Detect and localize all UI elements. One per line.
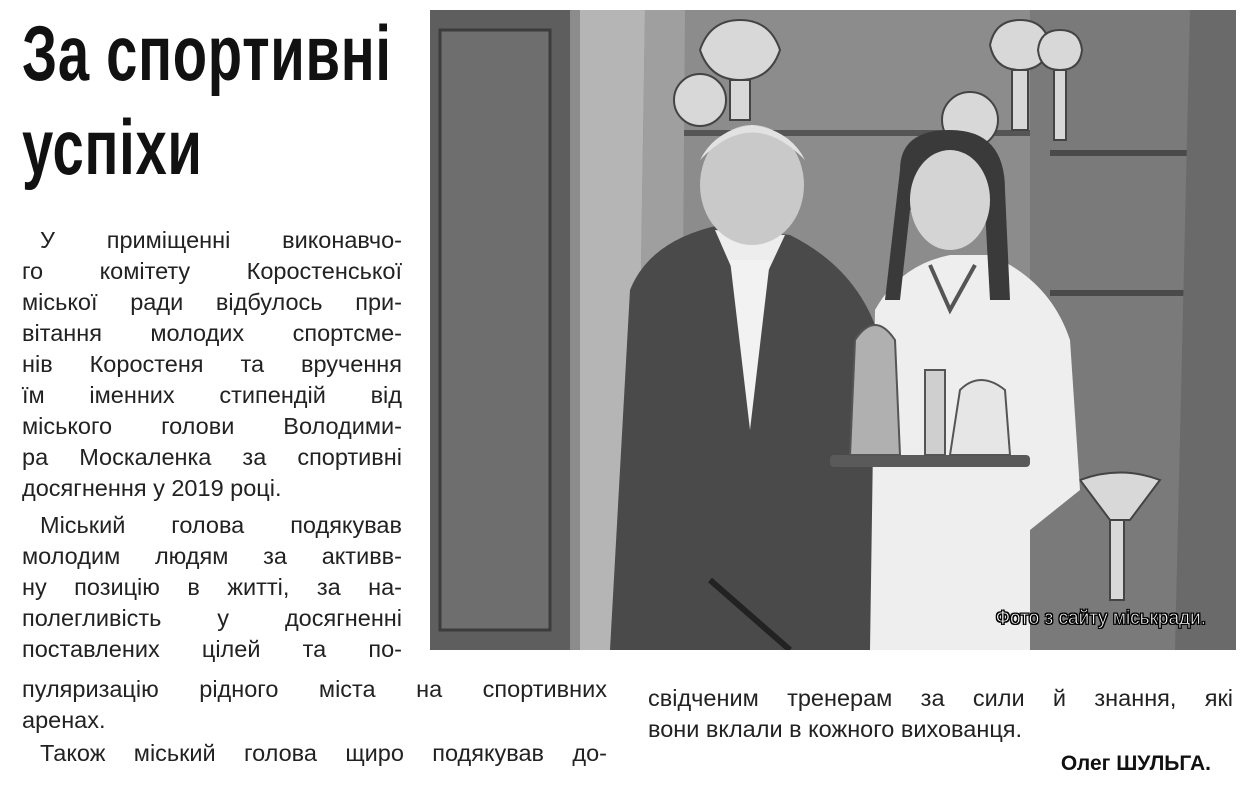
body-line: їм іменних стипендій від: [22, 382, 402, 408]
body-line: нів Коростеня та вручення: [22, 351, 402, 377]
headline: [22, 6, 392, 194]
body-line: У приміщенні виконавчо-: [40, 227, 402, 253]
headline-line-1: За спортивні: [22, 9, 392, 97]
body-line: вітання молодих спортсме-: [22, 320, 402, 346]
body-line: досягнення у 2019 році.: [22, 475, 282, 501]
body-line: Міський голова подякував: [40, 512, 402, 538]
body-line: міської ради відбулось при-: [22, 289, 402, 315]
photo-credit: Фото з сайту міськради.: [995, 608, 1206, 629]
body-line: аренах.: [22, 707, 106, 733]
body-line: ну позицію в житті, за на-: [22, 574, 402, 600]
photo-illustration: [430, 10, 1236, 650]
body-line: міського голови Володими-: [22, 413, 402, 439]
body-line: ра Москаленка за спортивні: [22, 444, 402, 470]
body-line: молодим людям за активв-: [22, 543, 402, 569]
body-line: свідченим тренерам за сили й знання, які: [648, 685, 1233, 711]
body-line: Також міський голова щиро подякував до-: [40, 740, 607, 766]
body-line: поставлених цілей та по-: [22, 636, 402, 662]
headline-line-2: успіхи: [22, 103, 203, 191]
body-line: вони вклали в кожного вихованця.: [648, 716, 1023, 742]
article-photo: [430, 10, 1236, 650]
body-line: полегливість у досягненні: [22, 605, 402, 631]
body-line: го комітету Коростенської: [22, 258, 402, 284]
body-line: пуляризацію рідного міста на спортивних: [22, 676, 607, 702]
article-author: Олег ШУЛЬГА.: [1060, 752, 1211, 775]
